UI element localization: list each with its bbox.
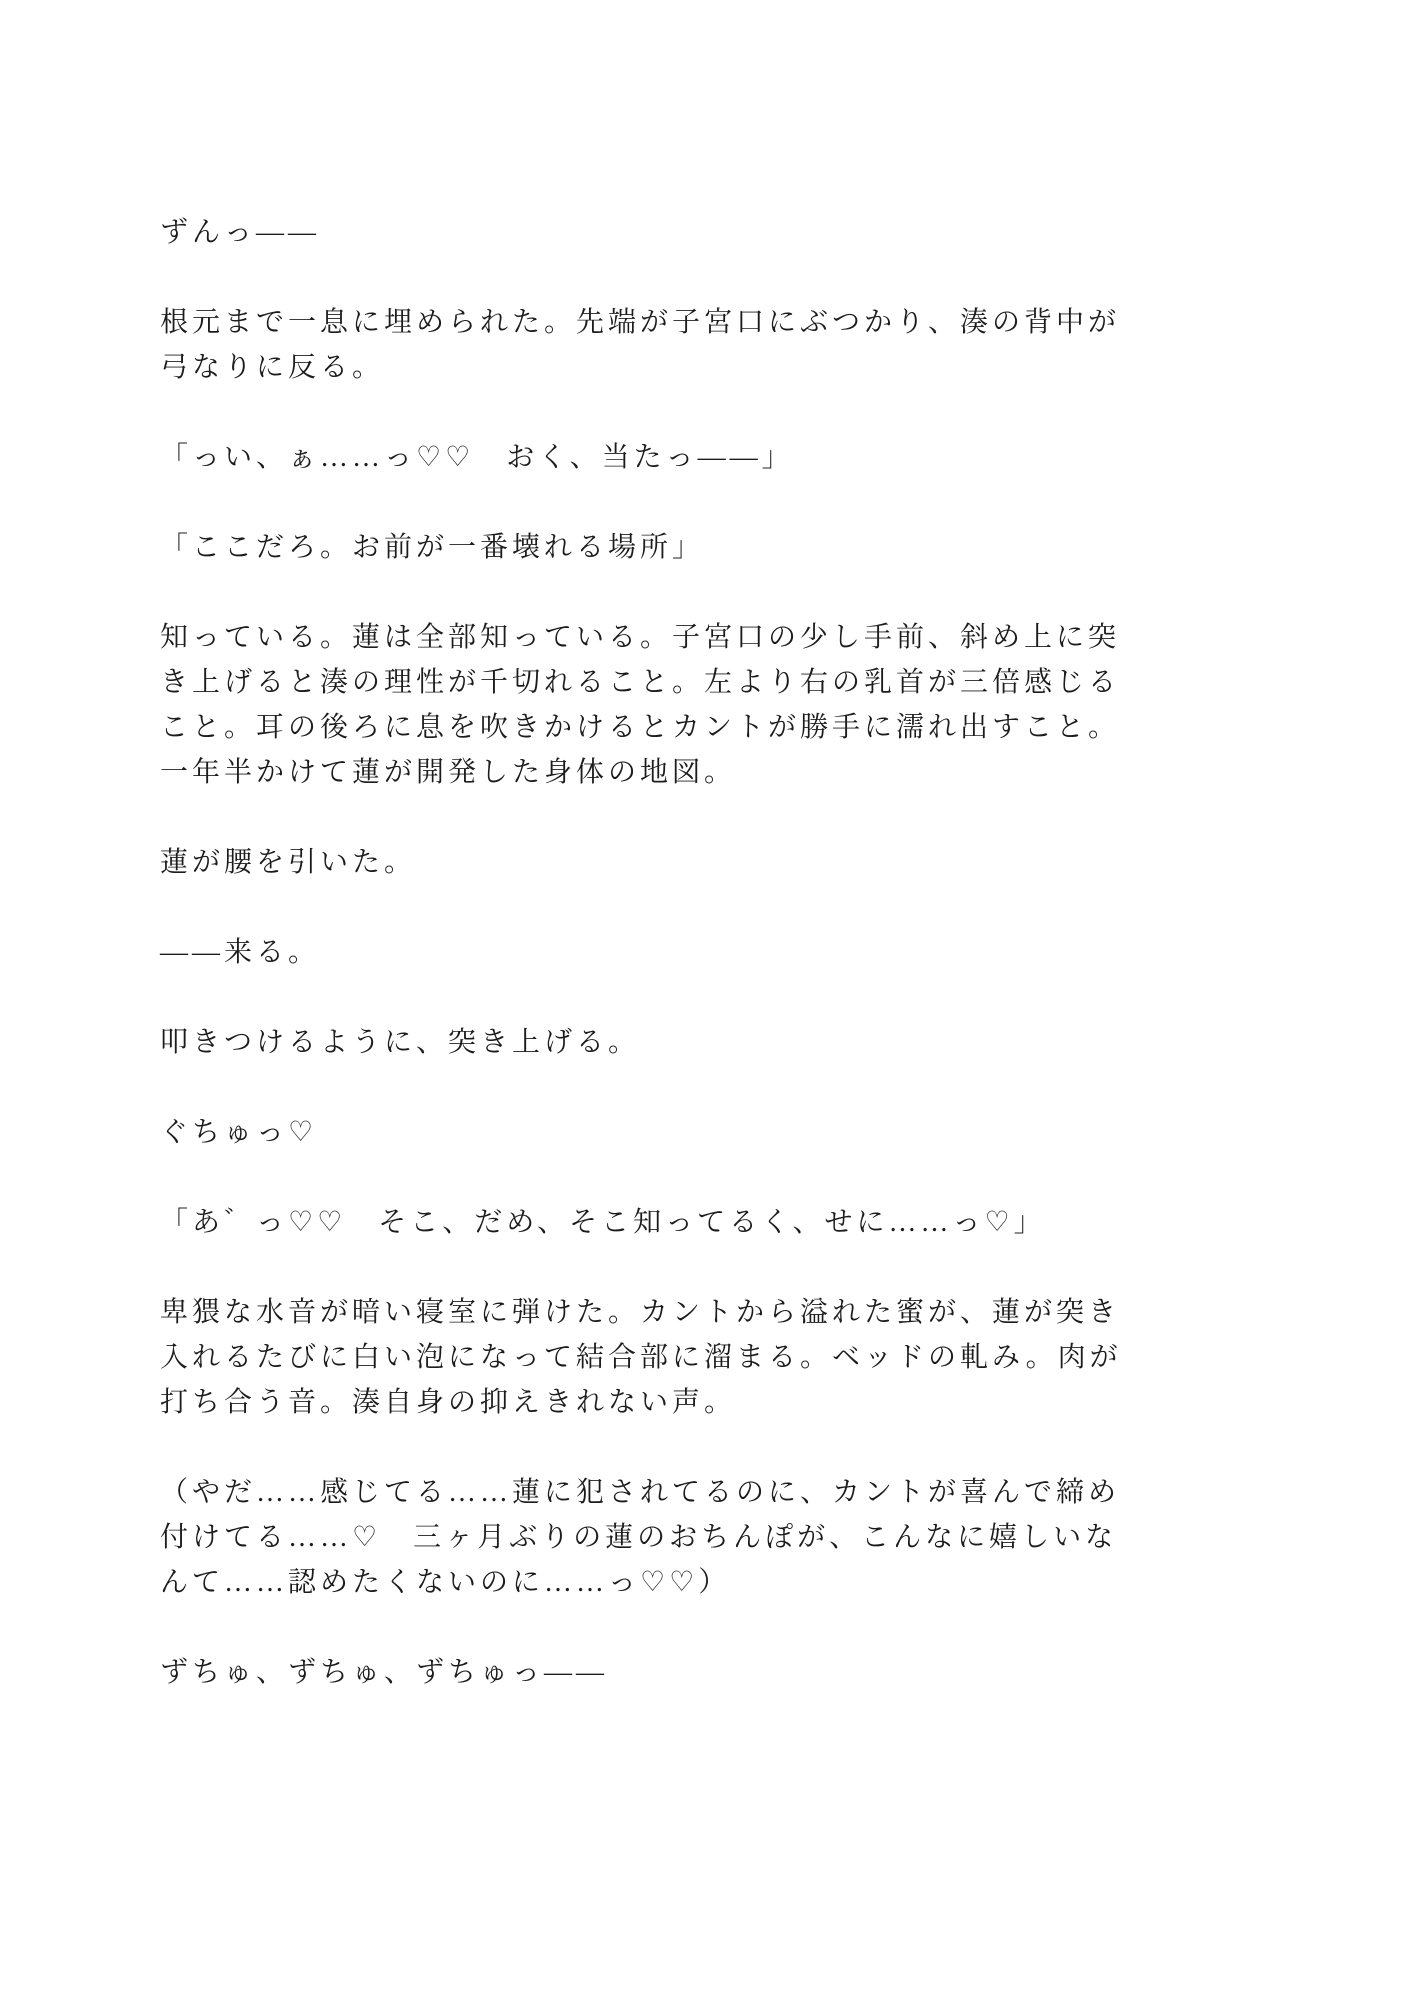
text-line: 弓なりに反る。 <box>160 352 385 383</box>
text-line: ずんっ―― <box>160 217 321 248</box>
text-line: 蓮が腰を引いた。 <box>160 847 417 878</box>
text-line: 叩きつけるように、突き上げる。 <box>160 1027 641 1058</box>
text-line: き上げると湊の理性が千切れること。左より右の乳首が三倍感じる <box>160 667 1121 698</box>
text-line: 根元まで一息に埋められた。先端が子宮口にぶつかり、湊の背中が <box>160 307 1121 338</box>
text-line: （やだ……感じてる……蓮に犯されてるのに、カントが喜んで締め <box>160 1477 1121 1508</box>
paragraph <box>160 840 1265 885</box>
text-line: 付けてる……♡ 三ヶ月ぶりの蓮のおちんぽが、こんなに嬉しいな <box>160 1522 1118 1553</box>
text-line: こと。耳の後ろに息を吹きかけるとカントが勝手に濡れ出すこと。 <box>160 712 1121 743</box>
text-line: ずちゅ、ずちゅ、ずちゅっ―― <box>160 1657 609 1688</box>
text-line: 入れるたびに白い泡になって結合部に溜まる。ベッドの軋み。肉が <box>160 1342 1122 1373</box>
paragraph <box>160 300 1265 390</box>
text-line: ――来る。 <box>160 937 321 968</box>
paragraph <box>160 1020 1265 1065</box>
paragraph <box>160 1290 1265 1425</box>
text-line: 一年半かけて蓮が開発した身体の地図。 <box>160 757 737 788</box>
text-line: 「ここだろ。お前が一番壊れる場所」 <box>160 532 705 563</box>
text-line: 知っている。蓮は全部知っている。子宮口の少し手前、斜め上に突 <box>160 622 1121 653</box>
text-line: 卑猥な水音が暗い寝室に弾けた。カントから溢れた蜜が、蓮が突き <box>160 1297 1121 1328</box>
story-text-block <box>160 210 1265 1695</box>
paragraph <box>160 930 1265 975</box>
paragraph <box>160 1650 1265 1695</box>
text-line: ぐちゅっ♡ <box>160 1117 318 1148</box>
text-line: 「っい、ぁ……っ♡♡ おく、当たっ――」 <box>160 442 794 473</box>
paragraph <box>160 210 1265 255</box>
text-line: 打ち合う音。湊自身の抑えきれない声。 <box>160 1387 737 1418</box>
paragraph <box>160 435 1265 480</box>
text-line: んて……認めたくないのに……っ♡♡） <box>160 1567 731 1598</box>
paragraph <box>160 615 1265 795</box>
paragraph <box>160 1470 1265 1605</box>
paragraph <box>160 1110 1265 1155</box>
paragraph <box>160 1200 1265 1245</box>
text-line: 「あ゛っ♡♡ そこ、だめ、そこ知ってるく、せに……っ♡」 <box>160 1207 1046 1238</box>
paragraph <box>160 525 1265 570</box>
